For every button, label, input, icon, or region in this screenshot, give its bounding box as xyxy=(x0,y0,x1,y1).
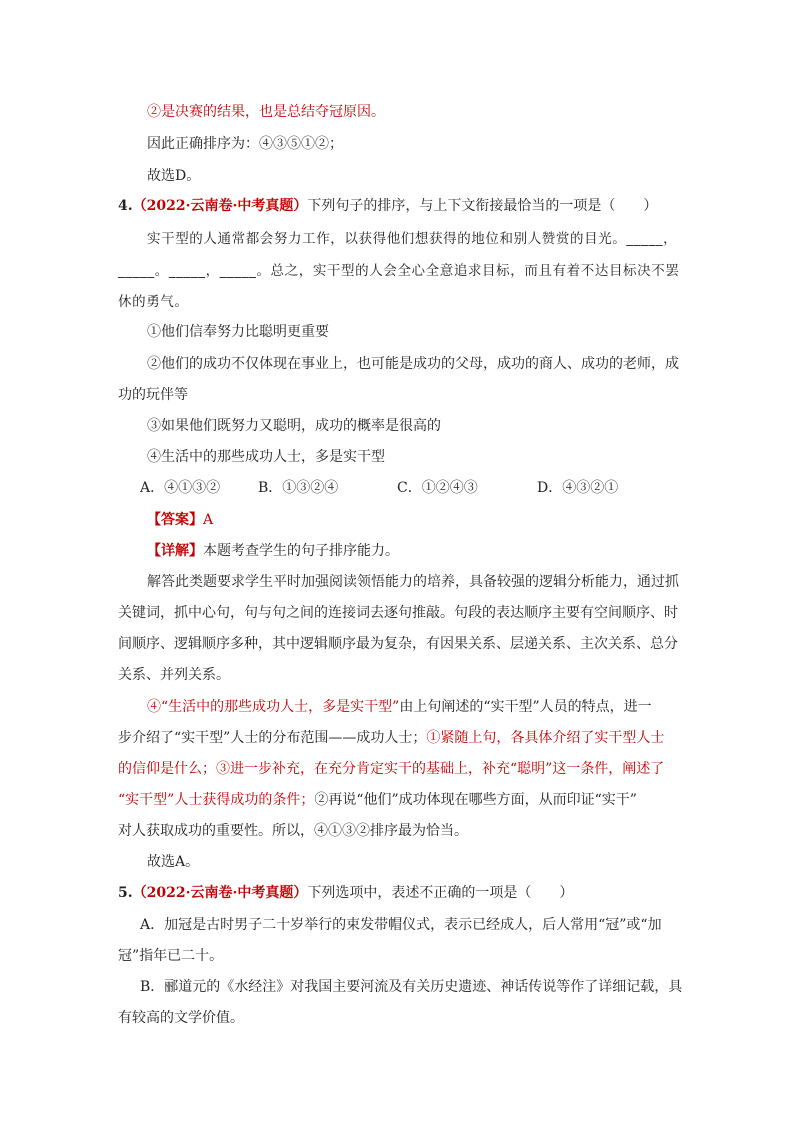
question-source: （2022·云南卷·中考真题） xyxy=(132,198,308,214)
sentence-item: ③如果他们既努力又聪明，成功的概率是很高的 xyxy=(147,418,441,434)
analysis-black: 由上句阐述的“实干型”人员的特点，进一 xyxy=(399,699,652,715)
prev-choice-line: 故选D。 xyxy=(147,168,201,184)
choice-line: 故选A。 xyxy=(147,854,200,870)
explain-line: 解答此类题要求学生平时加强阅读领悟能力的培养，具备较强的逻辑分析能力，通过抓 xyxy=(147,574,679,590)
explain-line: 关键词，抓中心句，句与句之间的连接词去逐句推敲。句段的表达顺序主要有空间顺序、时 xyxy=(118,605,678,621)
sentence-item: ①他们信奉努力比聪明更重要 xyxy=(147,324,329,340)
question-5-header xyxy=(118,883,573,903)
detail-tag: 【详解】 xyxy=(147,543,203,559)
analysis-black: ②再说“他们”成功体现在哪些方面，从而印证“实干” xyxy=(314,792,637,808)
prev-order-line: 因此正确排序为：④③⑤①②； xyxy=(147,136,343,152)
analysis-line: 的信仰是什么；③进一步补充，在充分肯定实干的基础上，补充“聪明”这一条件，阐述了 xyxy=(118,761,665,777)
analysis-red: “实干型”人士获得成功的条件； xyxy=(118,792,315,808)
answer-tag: 【答案】 xyxy=(147,512,203,528)
analysis-line: 对人获取成功的重要性。所以，④①③②排序最为恰当。 xyxy=(118,823,468,839)
question-stem: 下列选项中，表述不正确的一项是（ ） xyxy=(307,885,574,901)
option-b: B．郦道元的《水经注》对我国主要河流及有关历史遗迹、神话传说等作了详细记载，具 xyxy=(140,979,683,995)
explain-line: 关系、并列关系。 xyxy=(118,667,230,683)
analysis-line xyxy=(118,728,664,748)
option-b: B．①③②④ xyxy=(258,480,339,496)
sentence-item: ④生活中的那些成功人士，多是实干型 xyxy=(147,449,385,465)
option-a-continued: 冠”指年已二十。 xyxy=(118,948,224,964)
passage-line: 休的勇气。 xyxy=(118,294,189,310)
question-source: （2022·云南卷·中考真题） xyxy=(132,885,308,901)
question-4-header xyxy=(118,196,657,216)
passage-line: _____。_____，_____。总之，实干型的人会全心全意追求目标，而且有着不达目标决不罢 xyxy=(118,263,680,279)
answer-value: A xyxy=(203,512,214,528)
answer-line xyxy=(147,510,213,530)
explain-line: 间顺序、逻辑顺序多种，其中逻辑顺序最为复杂，有因果关系、层递关系、主次关系、总分 xyxy=(118,636,678,652)
question-stem: 下列句子的排序，与上下文衔接最恰当的一项是（ ） xyxy=(307,198,658,214)
option-a: A．加冠是古时男子二十岁举行的束发带帽仪式，表示已经成人，后人常用“冠”或“加 xyxy=(140,917,662,933)
analysis-red: ①紧随上句，各具体介绍了实干型人士 xyxy=(426,730,665,746)
option-d: D．④③②① xyxy=(537,480,619,496)
question-number: 5. xyxy=(118,885,133,901)
analysis-line xyxy=(118,790,637,810)
analysis-black: 步介绍了“实干型”人士的分布范围——成功人士； xyxy=(118,730,427,746)
detail-line xyxy=(147,541,399,561)
prev-analysis-line: ②是决赛的结果，也是总结夺冠原因。 xyxy=(147,104,385,120)
analysis-red: ④“生活中的那些成功人士，多是实干型” xyxy=(147,699,400,715)
sentence-item-continued: 功的玩伴等 xyxy=(118,387,188,403)
option-b-continued: 有较高的文学价值。 xyxy=(118,1010,244,1026)
detail-text: 本题考查学生的句子排序能力。 xyxy=(203,543,399,559)
passage-line: 实干型的人通常都会努力工作，以获得他们想获得的地位和别人赞赏的目光。_____， xyxy=(147,231,678,247)
sentence-item: ②他们的成功不仅体现在事业上，也可能是成功的父母，成功的商人、成功的老师，成 xyxy=(147,356,679,372)
question-number: 4. xyxy=(118,198,133,214)
analysis-line xyxy=(147,697,652,717)
option-a: A．④①③② xyxy=(140,480,221,496)
option-c: C．①②④③ xyxy=(397,480,478,496)
